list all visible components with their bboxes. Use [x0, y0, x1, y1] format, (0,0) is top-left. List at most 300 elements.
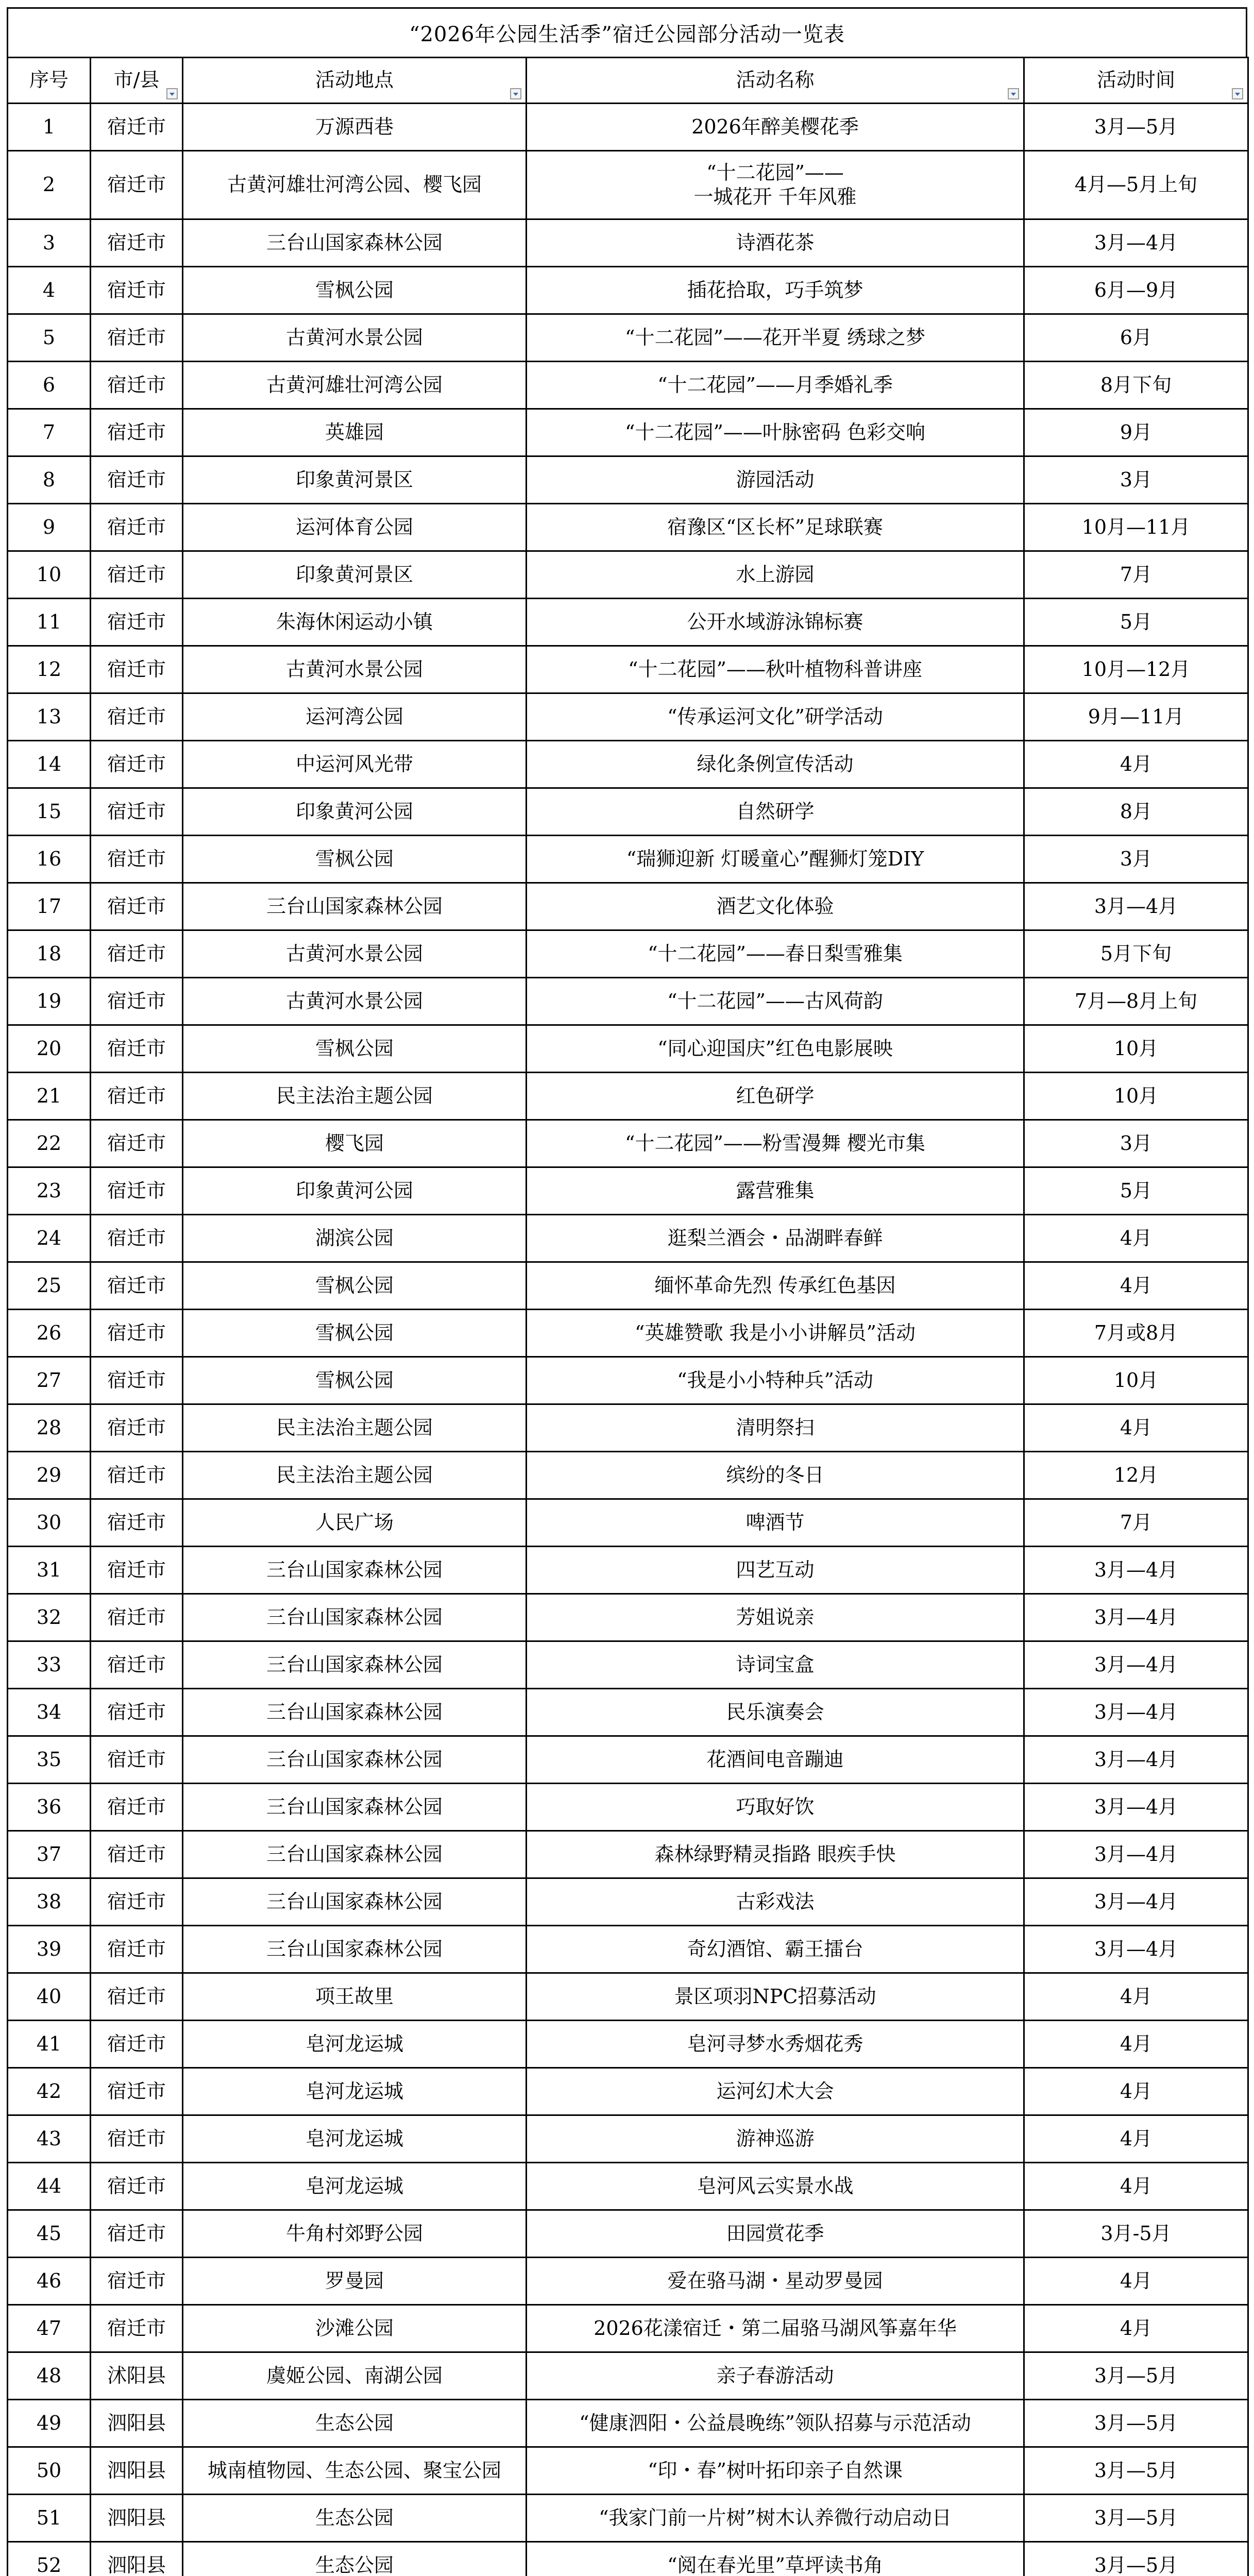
cell-place: 古黄河水景公园 — [183, 978, 527, 1025]
cell-city: 宿迁市 — [91, 1973, 183, 2021]
table-row — [8, 1641, 1248, 1689]
cell-time: 12月 — [1024, 1452, 1248, 1499]
cell-place: 雪枫公园 — [183, 1310, 527, 1357]
cell-time: 10月 — [1024, 1025, 1248, 1073]
cell-time: 4月 — [1024, 1973, 1248, 2021]
cell-activity-name: 诗词宝盒 — [527, 1641, 1024, 1689]
cell-time: 3月 — [1024, 1120, 1248, 1167]
cell-city: 宿迁市 — [91, 551, 183, 599]
cell-time: 4月 — [1024, 1404, 1248, 1452]
cell-activity-name: “我家门前一片树”树木认养微行动启动日 — [527, 2495, 1024, 2542]
cell-city: 宿迁市 — [91, 1215, 183, 1262]
cell-seq: 45 — [8, 2210, 91, 2258]
cell-city: 宿迁市 — [91, 219, 183, 267]
cell-seq: 19 — [8, 978, 91, 1025]
cell-seq: 12 — [8, 646, 91, 693]
table-row — [8, 978, 1248, 1025]
cell-time: 4月 — [1024, 2163, 1248, 2210]
cell-city: 宿迁市 — [91, 1310, 183, 1357]
header-time-label: 活动时间 — [1096, 69, 1175, 92]
table-row — [8, 1452, 1248, 1499]
cell-time: 10月 — [1024, 1073, 1248, 1120]
cell-activity-name: 爱在骆马湖・星动罗曼园 — [527, 2258, 1024, 2305]
city-filter-icon[interactable] — [166, 88, 178, 99]
cell-activity-name: 逛梨兰酒会・品湖畔春鲜 — [527, 1215, 1024, 1262]
cell-seq: 22 — [8, 1120, 91, 1167]
cell-seq: 31 — [8, 1547, 91, 1594]
cell-city: 宿迁市 — [91, 978, 183, 1025]
cell-time: 3月—4月 — [1024, 1641, 1248, 1689]
cell-city: 宿迁市 — [91, 2021, 183, 2068]
cell-city: 宿迁市 — [91, 1452, 183, 1499]
table-row — [8, 883, 1248, 930]
table-row — [8, 1878, 1248, 1926]
cell-activity-name: 诗酒花茶 — [527, 219, 1024, 267]
cell-place: 沙滩公园 — [183, 2305, 527, 2352]
cell-place: 三台山国家森林公园 — [183, 219, 527, 267]
cell-activity-name: “十二花园”——叶脉密码 色彩交响 — [527, 409, 1024, 456]
table-row — [8, 1310, 1248, 1357]
cell-activity-name: “传承运河文化”研学活动 — [527, 693, 1024, 741]
table-row — [8, 836, 1248, 883]
cell-activity-name: 游园活动 — [527, 456, 1024, 504]
cell-activity-name: “瑞狮迎新 灯暖童心”醒狮灯笼DIY — [527, 836, 1024, 883]
cell-time: 7月 — [1024, 551, 1248, 599]
cell-activity-name: 民乐演奏会 — [527, 1689, 1024, 1736]
cell-activity-name: “十二花园”——春日梨雪雅集 — [527, 930, 1024, 978]
cell-seq: 48 — [8, 2352, 91, 2400]
table-row — [8, 1784, 1248, 1831]
cell-activity-name: “十二花园”——秋叶植物科普讲座 — [527, 646, 1024, 693]
cell-activity-name: 宿豫区“区长杯”足球联赛 — [527, 504, 1024, 551]
cell-seq: 26 — [8, 1310, 91, 1357]
table-row — [8, 1926, 1248, 1973]
table-row — [8, 599, 1248, 646]
cell-activity-name: 酒艺文化体验 — [527, 883, 1024, 930]
cell-city: 宿迁市 — [91, 504, 183, 551]
table-row — [8, 741, 1248, 788]
cell-seq: 51 — [8, 2495, 91, 2542]
cell-place: 古黄河水景公园 — [183, 314, 527, 362]
cell-place: 印象黄河公园 — [183, 1167, 527, 1215]
activity-sheet — [7, 7, 1247, 2576]
cell-time: 9月 — [1024, 409, 1248, 456]
table-row — [8, 104, 1248, 151]
cell-place: 三台山国家森林公园 — [183, 1641, 527, 1689]
cell-activity-name: 皂河风云实景水战 — [527, 2163, 1024, 2210]
cell-city: 宿迁市 — [91, 1689, 183, 1736]
cell-seq: 20 — [8, 1025, 91, 1073]
header-time — [1024, 58, 1248, 104]
cell-city: 泗阳县 — [91, 2400, 183, 2447]
table-row — [8, 2352, 1248, 2400]
cell-activity-name: 清明祭扫 — [527, 1404, 1024, 1452]
cell-time: 10月—12月 — [1024, 646, 1248, 693]
header-city-label: 市/县 — [113, 69, 160, 92]
table-row — [8, 2400, 1248, 2447]
cell-seq: 4 — [8, 267, 91, 314]
cell-seq: 40 — [8, 1973, 91, 2021]
header-city — [91, 58, 183, 104]
cell-activity-name: 红色研学 — [527, 1073, 1024, 1120]
table-row — [8, 1973, 1248, 2021]
table-row — [8, 2305, 1248, 2352]
cell-place: 雪枫公园 — [183, 267, 527, 314]
cell-seq: 38 — [8, 1878, 91, 1926]
cell-place: 三台山国家森林公园 — [183, 1736, 527, 1784]
table-row — [8, 1120, 1248, 1167]
cell-city: 宿迁市 — [91, 456, 183, 504]
table-row — [8, 693, 1248, 741]
cell-place: 印象黄河景区 — [183, 456, 527, 504]
cell-city: 宿迁市 — [91, 741, 183, 788]
table-row — [8, 1736, 1248, 1784]
cell-seq: 42 — [8, 2068, 91, 2115]
cell-city: 宿迁市 — [91, 1926, 183, 1973]
cell-activity-name: 露营雅集 — [527, 1167, 1024, 1215]
cell-city: 宿迁市 — [91, 1499, 183, 1547]
cell-seq: 1 — [8, 104, 91, 151]
cell-place: 项王故里 — [183, 1973, 527, 2021]
cell-city: 泗阳县 — [91, 2495, 183, 2542]
name-filter-icon[interactable] — [1008, 88, 1019, 99]
cell-activity-name: 花酒间电音蹦迪 — [527, 1736, 1024, 1784]
table-row — [8, 1499, 1248, 1547]
cell-seq: 49 — [8, 2400, 91, 2447]
cell-seq: 3 — [8, 219, 91, 267]
cell-place: 古黄河雄壮河湾公园、樱飞园 — [183, 151, 527, 219]
cell-seq: 47 — [8, 2305, 91, 2352]
cell-seq: 15 — [8, 788, 91, 836]
cell-place: 生态公园 — [183, 2542, 527, 2576]
cell-time: 3月—4月 — [1024, 1736, 1248, 1784]
cell-seq: 34 — [8, 1689, 91, 1736]
cell-city: 宿迁市 — [91, 599, 183, 646]
cell-city: 宿迁市 — [91, 2305, 183, 2352]
cell-seq: 14 — [8, 741, 91, 788]
cell-time: 3月—5月 — [1024, 2400, 1248, 2447]
cell-place: 罗曼园 — [183, 2258, 527, 2305]
cell-place: 三台山国家森林公园 — [183, 1784, 527, 1831]
cell-activity-name: 巧取好饮 — [527, 1784, 1024, 1831]
cell-city: 宿迁市 — [91, 1357, 183, 1404]
cell-activity-name: 皂河寻梦水秀烟花秀 — [527, 2021, 1024, 2068]
cell-place: 虞姬公园、南湖公园 — [183, 2352, 527, 2400]
cell-seq: 36 — [8, 1784, 91, 1831]
cell-activity-name: “十二花园”——古风荷韵 — [527, 978, 1024, 1025]
table-row — [8, 2495, 1248, 2542]
cell-place: 皂河龙运城 — [183, 2115, 527, 2163]
cell-time: 3月 — [1024, 456, 1248, 504]
cell-activity-name: 自然研学 — [527, 788, 1024, 836]
table-row — [8, 1167, 1248, 1215]
cell-time: 4月—5月上旬 — [1024, 151, 1248, 219]
table-row — [8, 2542, 1248, 2576]
cell-place: 城南植物园、生态公园、聚宝公园 — [183, 2447, 527, 2495]
cell-place: 生态公园 — [183, 2400, 527, 2447]
cell-time: 5月 — [1024, 1167, 1248, 1215]
cell-place: 三台山国家森林公园 — [183, 1831, 527, 1878]
time-filter-icon[interactable] — [1232, 88, 1243, 99]
header-place — [183, 58, 527, 104]
cell-place: 万源西巷 — [183, 104, 527, 151]
cell-time: 4月 — [1024, 1215, 1248, 1262]
table-row — [8, 2447, 1248, 2495]
cell-time: 6月 — [1024, 314, 1248, 362]
cell-seq: 23 — [8, 1167, 91, 1215]
cell-city: 宿迁市 — [91, 2258, 183, 2305]
cell-activity-name: 景区项羽NPC招募活动 — [527, 1973, 1024, 2021]
cell-place: 生态公园 — [183, 2495, 527, 2542]
cell-city: 泗阳县 — [91, 2447, 183, 2495]
cell-time: 3月-5月 — [1024, 2210, 1248, 2258]
cell-activity-name: 缅怀革命先烈 传承红色基因 — [527, 1262, 1024, 1310]
cell-activity-name: 2026年醉美樱花季 — [527, 104, 1024, 151]
cell-city: 宿迁市 — [91, 836, 183, 883]
cell-place: 雪枫公园 — [183, 836, 527, 883]
cell-city: 宿迁市 — [91, 646, 183, 693]
cell-activity-name: “十二花园”—— 一城花开 千年风雅 — [527, 151, 1024, 219]
table-row — [8, 551, 1248, 599]
cell-seq: 18 — [8, 930, 91, 978]
cell-seq: 37 — [8, 1831, 91, 1878]
cell-seq: 5 — [8, 314, 91, 362]
cell-time: 3月—4月 — [1024, 1594, 1248, 1641]
cell-city: 宿迁市 — [91, 1073, 183, 1120]
cell-city: 宿迁市 — [91, 788, 183, 836]
cell-city: 宿迁市 — [91, 883, 183, 930]
header-name-label: 活动名称 — [736, 69, 815, 92]
cell-time: 4月 — [1024, 2021, 1248, 2068]
cell-activity-name: “我是小小特种兵”活动 — [527, 1357, 1024, 1404]
cell-place: 皂河龙运城 — [183, 2163, 527, 2210]
table-row — [8, 646, 1248, 693]
cell-activity-name: 运河幻术大会 — [527, 2068, 1024, 2115]
cell-place: 民主法治主题公园 — [183, 1452, 527, 1499]
cell-seq: 17 — [8, 883, 91, 930]
cell-place: 英雄园 — [183, 409, 527, 456]
cell-time: 4月 — [1024, 2068, 1248, 2115]
cell-place: 雪枫公园 — [183, 1025, 527, 1073]
cell-time: 3月—4月 — [1024, 1547, 1248, 1594]
table-row — [8, 930, 1248, 978]
cell-seq: 41 — [8, 2021, 91, 2068]
table-row — [8, 456, 1248, 504]
cell-activity-name: 2026花漾宿迁・第二届骆马湖风筝嘉年华 — [527, 2305, 1024, 2352]
cell-time: 7月 — [1024, 1499, 1248, 1547]
cell-activity-name: 绿化条例宣传活动 — [527, 741, 1024, 788]
cell-time: 8月下旬 — [1024, 362, 1248, 409]
cell-place: 民主法治主题公园 — [183, 1404, 527, 1452]
cell-time: 3月—4月 — [1024, 1831, 1248, 1878]
header-place-label: 活动地点 — [315, 69, 394, 92]
table-row — [8, 1594, 1248, 1641]
table-row — [8, 1547, 1248, 1594]
cell-time: 10月 — [1024, 1357, 1248, 1404]
table-row — [8, 504, 1248, 551]
cell-place: 牛角村郊野公园 — [183, 2210, 527, 2258]
cell-city: 宿迁市 — [91, 930, 183, 978]
cell-time: 4月 — [1024, 2305, 1248, 2352]
cell-seq: 46 — [8, 2258, 91, 2305]
cell-place: 古黄河水景公园 — [183, 646, 527, 693]
cell-seq: 43 — [8, 2115, 91, 2163]
cell-activity-name: “印・春”树叶拓印亲子自然课 — [527, 2447, 1024, 2495]
table-row — [8, 1357, 1248, 1404]
cell-city: 宿迁市 — [91, 2210, 183, 2258]
cell-time: 3月—5月 — [1024, 2352, 1248, 2400]
cell-place: 三台山国家森林公园 — [183, 1926, 527, 1973]
cell-city: 沭阳县 — [91, 2352, 183, 2400]
table-row — [8, 219, 1248, 267]
cell-time: 3月—4月 — [1024, 219, 1248, 267]
cell-city: 宿迁市 — [91, 151, 183, 219]
cell-seq: 44 — [8, 2163, 91, 2210]
table-row — [8, 2163, 1248, 2210]
cell-activity-name: 森林绿野精灵指路 眼疾手快 — [527, 1831, 1024, 1878]
cell-activity-name: “英雄赞歌 我是小小讲解员”活动 — [527, 1310, 1024, 1357]
cell-time: 7月或8月 — [1024, 1310, 1248, 1357]
cell-seq: 21 — [8, 1073, 91, 1120]
cell-place: 湖滨公园 — [183, 1215, 527, 1262]
cell-place: 民主法治主题公园 — [183, 1073, 527, 1120]
cell-time: 3月—4月 — [1024, 1784, 1248, 1831]
cell-time: 3月—5月 — [1024, 2495, 1248, 2542]
cell-time: 3月—5月 — [1024, 2542, 1248, 2576]
table-row — [8, 1262, 1248, 1310]
cell-seq: 50 — [8, 2447, 91, 2495]
cell-place: 樱飞园 — [183, 1120, 527, 1167]
table-row — [8, 2210, 1248, 2258]
sheet-title: “2026年公园生活季”宿迁公园部分活动一览表 — [7, 7, 1247, 57]
header-seq-label: 序号 — [29, 69, 69, 92]
cell-place: 三台山国家森林公园 — [183, 883, 527, 930]
cell-time: 3月—4月 — [1024, 1689, 1248, 1736]
cell-seq: 8 — [8, 456, 91, 504]
cell-city: 宿迁市 — [91, 267, 183, 314]
cell-activity-name: 缤纷的冬日 — [527, 1452, 1024, 1499]
table-row — [8, 788, 1248, 836]
cell-city: 宿迁市 — [91, 1594, 183, 1641]
table-row — [8, 314, 1248, 362]
cell-seq: 27 — [8, 1357, 91, 1404]
cell-time: 4月 — [1024, 2115, 1248, 2163]
cell-activity-name: 奇幻酒馆、霸王擂台 — [527, 1926, 1024, 1973]
cell-activity-name: “阅在春光里”草坪读书角 — [527, 2542, 1024, 2576]
header-name — [527, 58, 1024, 104]
cell-seq: 39 — [8, 1926, 91, 1973]
cell-seq: 10 — [8, 551, 91, 599]
cell-time: 3月—4月 — [1024, 1926, 1248, 1973]
cell-place: 印象黄河公园 — [183, 788, 527, 836]
cell-city: 宿迁市 — [91, 1831, 183, 1878]
cell-city: 宿迁市 — [91, 1547, 183, 1594]
cell-city: 宿迁市 — [91, 1404, 183, 1452]
cell-time: 4月 — [1024, 2258, 1248, 2305]
cell-activity-name: 游神巡游 — [527, 2115, 1024, 2163]
cell-place: 运河湾公园 — [183, 693, 527, 741]
cell-city: 宿迁市 — [91, 2115, 183, 2163]
cell-time: 7月—8月上旬 — [1024, 978, 1248, 1025]
cell-activity-name: 芳姐说亲 — [527, 1594, 1024, 1641]
cell-place: 三台山国家森林公园 — [183, 1689, 527, 1736]
cell-seq: 13 — [8, 693, 91, 741]
cell-activity-name: 四艺互动 — [527, 1547, 1024, 1594]
cell-seq: 25 — [8, 1262, 91, 1310]
cell-place: 三台山国家森林公园 — [183, 1878, 527, 1926]
cell-seq: 35 — [8, 1736, 91, 1784]
cell-city: 宿迁市 — [91, 409, 183, 456]
cell-time: 10月—11月 — [1024, 504, 1248, 551]
cell-activity-name: “同心迎国庆”红色电影展映 — [527, 1025, 1024, 1073]
table-row — [8, 2021, 1248, 2068]
table-body — [8, 104, 1248, 2576]
cell-seq: 6 — [8, 362, 91, 409]
cell-city: 宿迁市 — [91, 1262, 183, 1310]
cell-place: 雪枫公园 — [183, 1357, 527, 1404]
cell-city: 宿迁市 — [91, 1736, 183, 1784]
cell-place: 印象黄河景区 — [183, 551, 527, 599]
cell-city: 宿迁市 — [91, 1167, 183, 1215]
cell-activity-name: “十二花园”——粉雪漫舞 樱光市集 — [527, 1120, 1024, 1167]
header-seq — [8, 58, 91, 104]
cell-place: 三台山国家森林公园 — [183, 1594, 527, 1641]
cell-place: 运河体育公园 — [183, 504, 527, 551]
cell-place: 中运河风光带 — [183, 741, 527, 788]
table-row — [8, 2258, 1248, 2305]
cell-time: 4月 — [1024, 741, 1248, 788]
cell-time: 6月—9月 — [1024, 267, 1248, 314]
cell-seq: 9 — [8, 504, 91, 551]
cell-city: 宿迁市 — [91, 1784, 183, 1831]
cell-place: 雪枫公园 — [183, 1262, 527, 1310]
cell-city: 宿迁市 — [91, 314, 183, 362]
table-row — [8, 362, 1248, 409]
cell-time: 5月下旬 — [1024, 930, 1248, 978]
table-row — [8, 1689, 1248, 1736]
cell-seq: 33 — [8, 1641, 91, 1689]
cell-time: 3月—4月 — [1024, 883, 1248, 930]
cell-activity-name: 公开水域游泳锦标赛 — [527, 599, 1024, 646]
cell-time: 4月 — [1024, 1262, 1248, 1310]
cell-seq: 30 — [8, 1499, 91, 1547]
cell-time: 3月—4月 — [1024, 1878, 1248, 1926]
table-row — [8, 1404, 1248, 1452]
place-filter-icon[interactable] — [510, 88, 521, 99]
table-row — [8, 2068, 1248, 2115]
cell-time: 9月—11月 — [1024, 693, 1248, 741]
table-row — [8, 409, 1248, 456]
cell-city: 宿迁市 — [91, 104, 183, 151]
cell-time: 3月 — [1024, 836, 1248, 883]
cell-activity-name: 啤酒节 — [527, 1499, 1024, 1547]
cell-time: 3月—5月 — [1024, 2447, 1248, 2495]
activity-table — [7, 57, 1249, 2576]
cell-seq: 24 — [8, 1215, 91, 1262]
cell-activity-name: 水上游园 — [527, 551, 1024, 599]
table-row — [8, 267, 1248, 314]
cell-city: 泗阳县 — [91, 2542, 183, 2576]
table-row — [8, 2115, 1248, 2163]
cell-activity-name: “十二花园”——月季婚礼季 — [527, 362, 1024, 409]
cell-city: 宿迁市 — [91, 1120, 183, 1167]
table-row — [8, 1073, 1248, 1120]
cell-seq: 28 — [8, 1404, 91, 1452]
cell-place: 皂河龙运城 — [183, 2068, 527, 2115]
table-row — [8, 1025, 1248, 1073]
cell-activity-name: “健康泗阳・公益晨晚练”领队招募与示范活动 — [527, 2400, 1024, 2447]
cell-city: 宿迁市 — [91, 2163, 183, 2210]
